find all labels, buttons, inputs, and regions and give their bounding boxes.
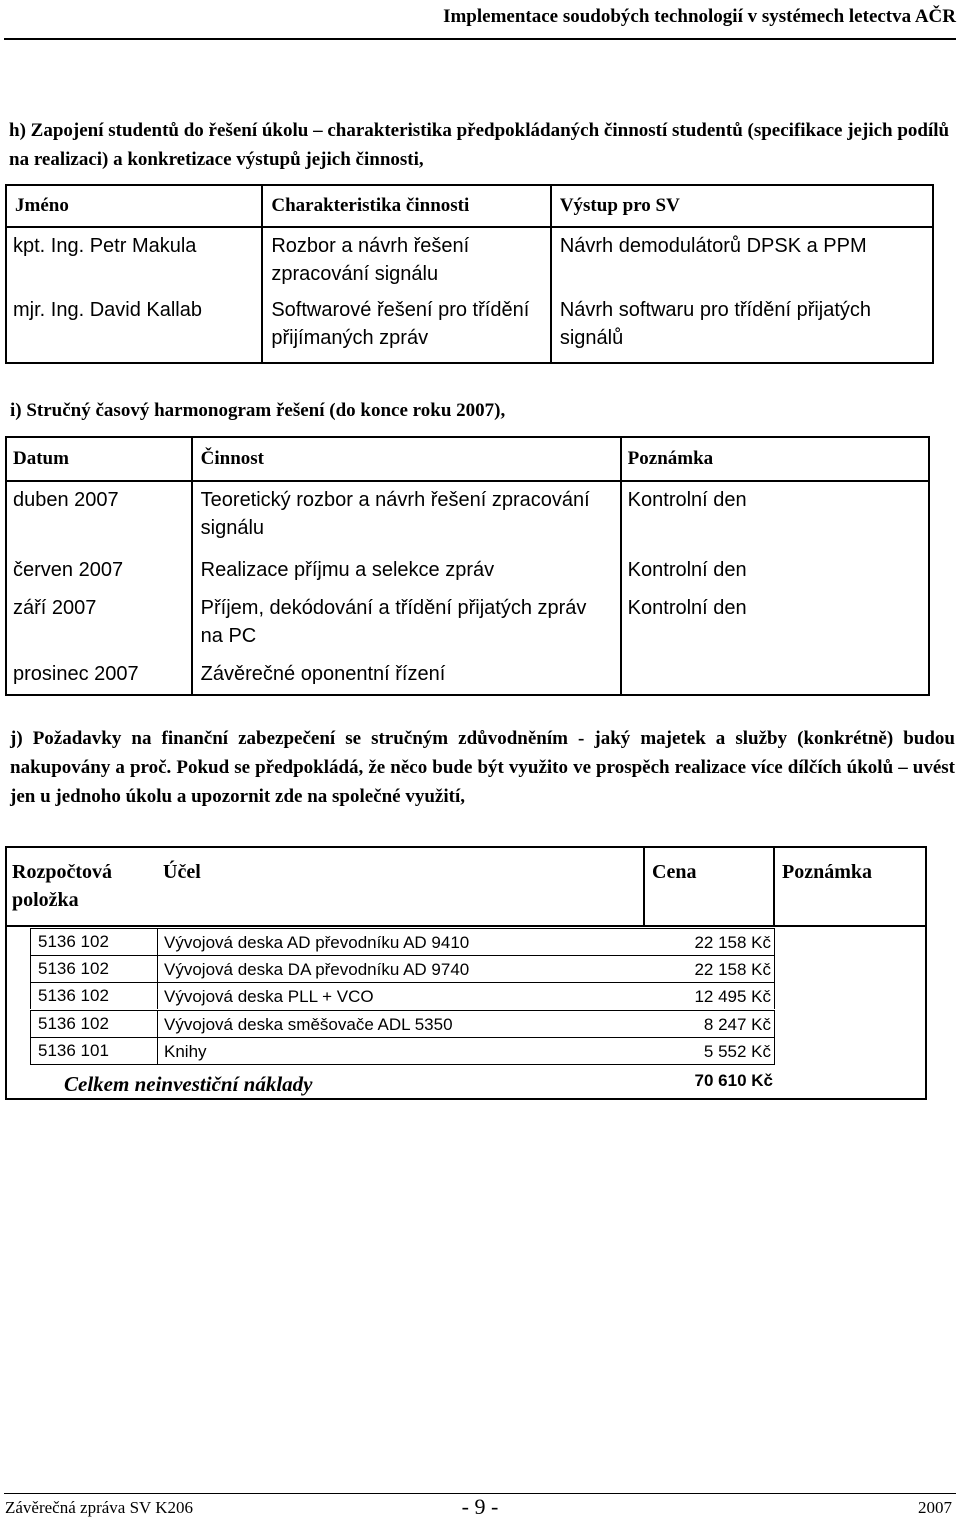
budget-column-divider <box>773 846 775 925</box>
schedule-date: duben 2007 <box>6 481 192 554</box>
student-activity: Rozbor a návrh řešení zpracování signálu <box>262 227 550 294</box>
footer-year: 2007 <box>918 1498 952 1517</box>
table-header-row <box>6 185 933 227</box>
column-header-date: Datum <box>6 437 192 481</box>
schedule-activity: Závěrečné oponentní řízení <box>192 658 621 695</box>
schedule-note: Kontrolní den <box>621 592 929 658</box>
column-header-purpose: Účel <box>163 861 201 883</box>
schedule-activity: Realizace příjmu a selekce zpráv <box>192 554 621 592</box>
budget-item-price: 8 247 Kč <box>703 1015 771 1034</box>
table-header-row <box>6 437 929 481</box>
budget-item-code: 5136 102 <box>38 986 109 1005</box>
table-row <box>6 294 933 363</box>
student-name: mjr. Ing. David Kallab <box>6 294 262 363</box>
column-header-name: Jméno <box>6 185 262 227</box>
budget-item-price: 22 158 Kč <box>694 933 771 952</box>
footer-report-name: Závěrečná zpráva SV K206 <box>5 1498 194 1517</box>
budget-row <box>30 1010 775 1037</box>
section-j-heading: j) Požadavky na finanční zabezpečení se stručným zdůvodněním - jaký majetek a služby (konkrétně) budou nakupovány a proč. Pokud se předpokládá, že něco bude být využito ve prospěch realizace více dílčích úkolů – uvést jen u jednoho úkolu a upozornit zde na společné využití, <box>10 728 955 807</box>
column-header-price: Cena <box>652 861 697 883</box>
budget-item-code: 5136 102 <box>38 1014 109 1033</box>
student-name: kpt. Ing. Petr Makula <box>6 227 262 294</box>
budget-item-price: 5 552 Kč <box>703 1042 771 1061</box>
budget-item-purpose: Vývojová deska DA převodníku AD 9740 <box>164 960 470 979</box>
table-row <box>6 592 929 658</box>
budget-header-rule <box>5 925 927 927</box>
student-activity: Softwarové řešení pro třídění přijímaných zpráv <box>262 294 550 363</box>
student-output: Návrh demodulátorů DPSK a PPM <box>551 227 933 294</box>
schedule-date: září 2007 <box>6 592 192 658</box>
section-h-heading: h) Zapojení studentů do řešení úkolu – charakteristika předpokládaných činností studentů (specifikace jejich podílů na realizaci) a konkretizace výstupů jejich činnosti, <box>9 120 950 170</box>
schedule-table <box>5 436 930 696</box>
budget-item-code: 5136 101 <box>38 1041 109 1060</box>
budget-column-divider <box>643 846 645 925</box>
budget-total-label: Celkem neinvestiční náklady <box>64 1072 313 1096</box>
column-header-item: Rozpočtová položka <box>12 861 112 911</box>
budget-item-price: 12 495 Kč <box>694 987 771 1006</box>
schedule-activity: Teoretický rozbor a návrh řešení zpracování signálu <box>192 481 621 554</box>
budget-item-price: 22 158 Kč <box>694 960 771 979</box>
student-output: Návrh softwaru pro třídění přijatých signálů <box>551 294 933 363</box>
budget-item-purpose: Vývojová deska PLL + VCO <box>164 987 374 1006</box>
budget-row <box>30 955 775 982</box>
column-header-note: Poznámka <box>621 437 929 481</box>
budget-item-purpose: Knihy <box>164 1042 207 1061</box>
table-row <box>6 554 929 592</box>
table-row <box>6 658 929 695</box>
page-number: - 9 - <box>461 1494 499 1519</box>
schedule-note <box>621 658 929 695</box>
section-i-heading: i) Stručný časový harmonogram řešení (do konce roku 2007), <box>10 400 506 421</box>
budget-row <box>30 1037 775 1064</box>
budget-total-value: 70 610 Kč <box>694 1071 773 1090</box>
schedule-note: Kontrolní den <box>621 554 929 592</box>
column-header-activity: Charakteristika činnosti <box>262 185 550 227</box>
column-header-note: Poznámka <box>782 861 872 883</box>
budget-item-code: 5136 102 <box>38 959 109 978</box>
table-row <box>6 481 929 554</box>
header-rule <box>4 38 956 40</box>
students-table <box>5 184 934 364</box>
budget-row <box>30 982 775 1009</box>
column-header-activity: Činnost <box>192 437 621 481</box>
schedule-note: Kontrolní den <box>621 481 929 554</box>
schedule-date: prosinec 2007 <box>6 658 192 695</box>
column-header-output: Výstup pro SV <box>551 185 933 227</box>
budget-item-code: 5136 102 <box>38 932 109 951</box>
table-row <box>6 227 933 294</box>
schedule-date: červen 2007 <box>6 554 192 592</box>
budget-item-purpose: Vývojová deska směšovače ADL 5350 <box>164 1015 453 1034</box>
budget-row <box>30 928 775 955</box>
budget-item-purpose: Vývojová deska AD převodníku AD 9410 <box>164 933 470 952</box>
schedule-activity: Příjem, dekódování a třídění přijatých zpráv na PC <box>192 592 621 658</box>
document-title: Implementace soudobých technologií v systémech letectva AČR <box>443 6 956 27</box>
